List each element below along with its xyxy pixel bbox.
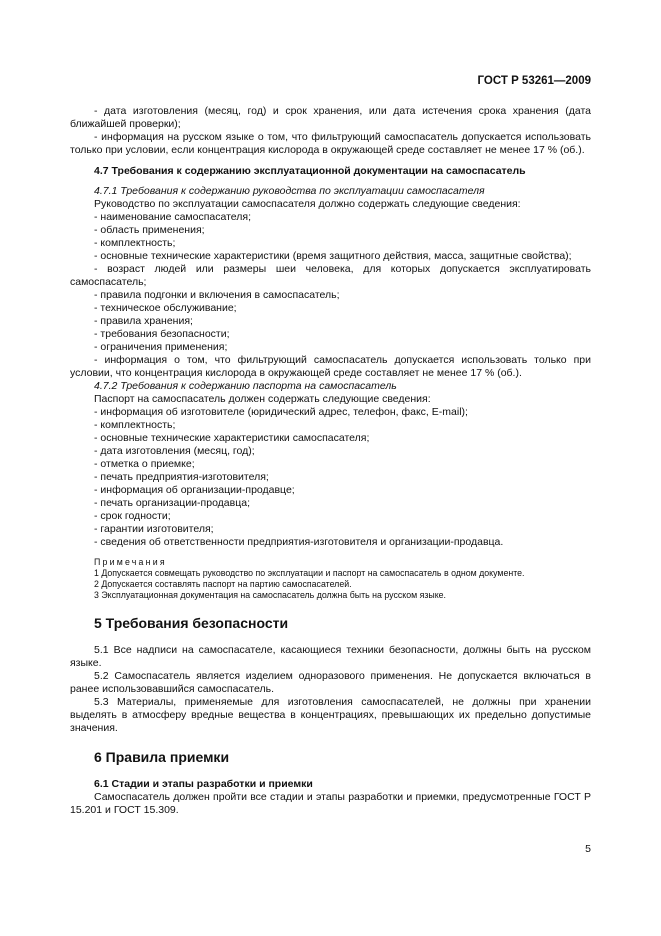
list-item: - ограничения применения; (94, 341, 228, 353)
list-item: - основные технические характеристики самоспасателя; (94, 432, 370, 444)
section-6-1-heading: 6.1 Стадии и этапы разработки и приемки (94, 778, 313, 790)
document-id-header: ГОСТ Р 53261—2009 (477, 75, 591, 87)
list-item: - комплектность; (94, 419, 176, 431)
list-item: - информация об изготовителе (юридический адрес, телефон, факс, E-mail); (94, 406, 468, 418)
notes-title: Примечания (94, 557, 167, 567)
list-item: - отметка о приемке; (94, 458, 195, 470)
list-item: - правила хранения; (94, 315, 193, 327)
list-item: - печать предприятия-изготовителя; (94, 471, 269, 483)
intro-paragraph-1: - дата изготовления (месяц, год) и срок хранения, или дата истечения срока хранения (дата ближайшей проверки); (70, 105, 591, 130)
section-4-7-heading: 4.7 Требования к содержанию эксплуатационной документации на самоспасатель (94, 165, 526, 177)
document-body (70, 105, 591, 817)
section-4-7-1-heading: 4.7.1 Требования к содержанию руководства по эксплуатации самоспасателя (94, 185, 485, 197)
section-5-3-paragraph: 5.3 Материалы, применяемые для изготовления самоспасателей, не должны при хранении выделять в атмосферу вредные вещества в концентрациях, превышающих их предельно допустимые значения. (70, 696, 591, 734)
list-item: - срок годности; (94, 510, 171, 522)
list-item: - правила подгонки и включения в самоспасатель; (94, 289, 340, 301)
intro-paragraph-2: - информация на русском языке о том, что фильтрующий самоспасатель допускается использовать только при условии, если концентрация кислорода в окружающей среде составляет не менее 17 % (об.). (70, 131, 591, 156)
section-6-heading: 6 Правила приемки (94, 749, 230, 765)
list-item: - основные технические характеристики (время защитного действия, масса, защитные свойства); (94, 250, 572, 262)
list-item: - техническое обслуживание; (94, 302, 237, 314)
list-item: - комплектность; (94, 237, 176, 249)
list-item: - информация об организации-продавце; (94, 484, 295, 496)
list-item: - информация о том, что фильтрующий самоспасатель допускается использовать только при условии, что концентрация кислорода в окружающей среде составляет не менее 17 % (об.). (70, 354, 591, 379)
list-item: - гарантии изготовителя; (94, 523, 214, 535)
section-6-1-paragraph: Самоспасатель должен пройти все стадии и этапы разработки и приемки, предусмотренные ГОСТ Р 15.201 и ГОСТ 15.309. (70, 791, 591, 816)
list-item: - наименование самоспасателя; (94, 211, 252, 223)
note-item: 2 Допускается составлять паспорт на партию самоспасателей. (94, 579, 352, 589)
section-5-1-paragraph: 5.1 Все надписи на самоспасателе, касающиеся техники безопасности, должны быть на русском языке. (70, 644, 591, 669)
list-item: - сведения об ответственности предприятия-изготовителя и организации-продавца. (94, 536, 504, 548)
list-item: - возраст людей или размеры шеи человека, для которых допускается эксплуатировать самоспасатель; (70, 263, 591, 288)
note-item: 3 Эксплуатационная документация на самоспасатель должна быть на русском языке. (94, 590, 446, 600)
list-item: - печать организации-продавца; (94, 497, 250, 509)
note-item: 1 Допускается совмещать руководство по эксплуатации и паспорт на самоспасатель в одном документе. (94, 568, 525, 578)
manual-contents-list (70, 211, 591, 380)
section-4-7-2-heading: 4.7.2 Требования к содержанию паспорта на самоспасатель (94, 380, 397, 392)
list-item: - область применения; (94, 224, 205, 236)
passport-contents-list (70, 406, 591, 549)
list-item: - дата изготовления (месяц, год); (94, 445, 255, 457)
list-item: - требования безопасности; (94, 328, 230, 340)
section-4-7-2-lead: Паспорт на самоспасатель должен содержать следующие сведения: (94, 393, 431, 405)
section-5-heading: 5 Требования безопасности (94, 615, 289, 631)
page-number: 5 (585, 843, 591, 855)
section-5-2-paragraph: 5.2 Самоспасатель является изделием одноразового применения. Не допускается включаться в ранее использовавшийся самоспасатель. (70, 670, 591, 695)
notes-block (70, 557, 591, 601)
section-4-7-1-lead: Руководство по эксплуатации самоспасателя должно содержать следующие сведения: (94, 198, 521, 210)
